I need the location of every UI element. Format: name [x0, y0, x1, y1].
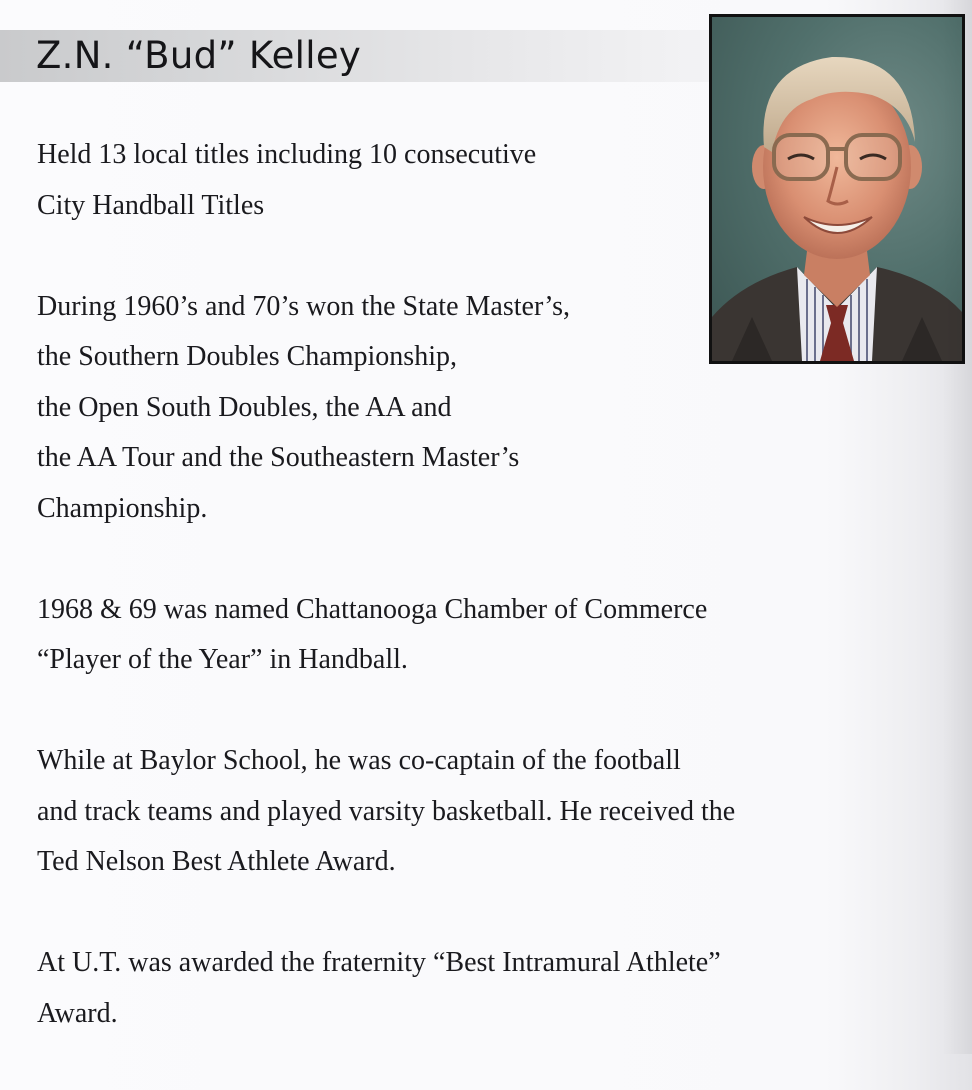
text-line: While at Baylor School, he was co-captain of the football — [37, 745, 681, 776]
paragraph-baylor-school — [37, 736, 897, 888]
text-line: the Southern Doubles Championship, — [37, 341, 457, 372]
paragraph-ut-award — [37, 938, 897, 1039]
paragraph-championships — [37, 282, 897, 535]
text-line: 1968 & 69 was named Chattanooga Chamber of Commerce — [37, 593, 708, 625]
text-line: and track teams and played varsity basketball. He received the — [37, 795, 736, 827]
text-line: City Handball Titles — [37, 189, 265, 221]
text-line: Championship. — [37, 492, 208, 524]
text-line: “Player of the Year” in Handball. — [37, 644, 408, 675]
paragraph-player-of-year — [37, 585, 897, 686]
text-line: Award. — [37, 997, 118, 1029]
text-line: the Open South Doubles, the AA and — [37, 391, 452, 423]
text-line: At U.T. was awarded the fraternity “Best Intramural Athlete” — [37, 947, 721, 978]
biography-text — [37, 130, 897, 1090]
text-line: Ted Nelson Best Athlete Award. — [37, 846, 396, 877]
page-title: Z.N. “Bud” Kelley — [36, 34, 362, 77]
text-line: the AA Tour and the Southeastern Master’s — [37, 442, 520, 473]
page-edge-shadow — [942, 0, 972, 1054]
text-line: During 1960’s and 70’s won the State Master’s, — [37, 290, 570, 322]
text-line: Held 13 local titles including 10 consecutive — [37, 139, 537, 170]
paragraph-local-titles — [37, 130, 897, 231]
